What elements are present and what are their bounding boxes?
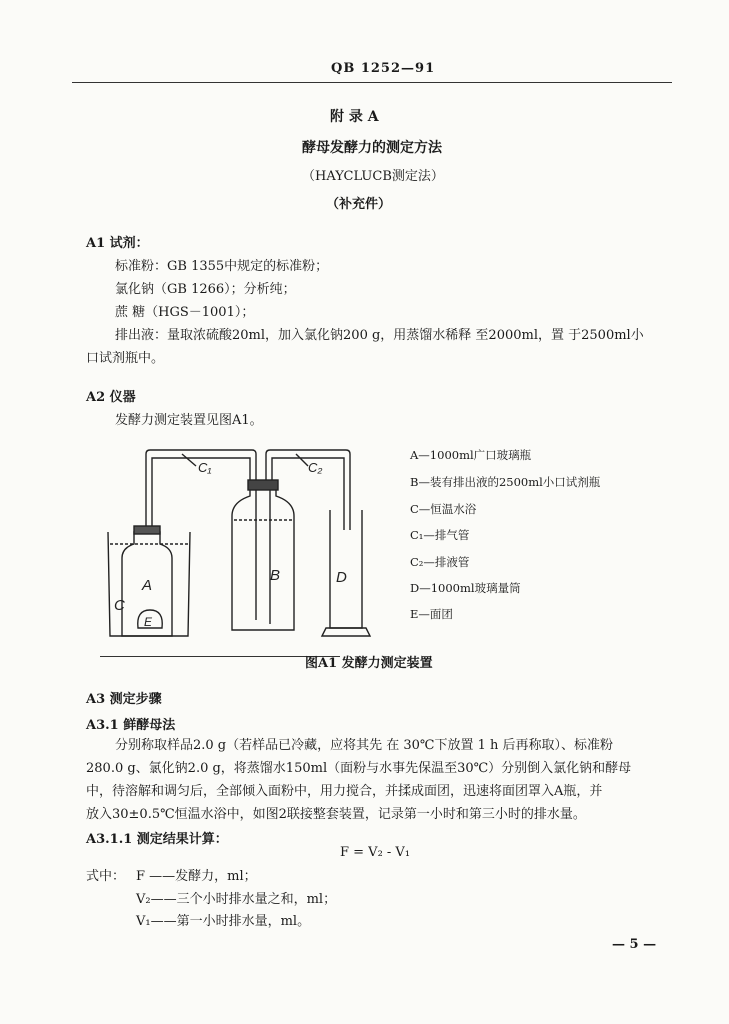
supplement-note: （补充件）: [326, 197, 392, 212]
label-d: D: [336, 569, 347, 586]
a3-para-line-4: 放入30±0.5℃恒温水浴中，如图2联接整套装置，记录第一小时和第三小时的排水量。: [86, 807, 586, 822]
figure-rule: [100, 656, 340, 657]
a1-item-sugar: 蔗 糖（HGS－1001）；: [115, 305, 255, 320]
bottle-b: [232, 488, 294, 630]
legend-c2: C₂—排液管: [410, 555, 470, 569]
bottle-b-stopper: [248, 480, 278, 490]
where-v2: V₂——三个小时排水量之和，ml；: [136, 892, 337, 907]
standard-number: QB 1252—91: [331, 61, 436, 76]
bottle-a-stopper: [134, 526, 160, 534]
header-rule: [72, 82, 672, 83]
legend-b: B—装有排出液的2500ml小口试剂瓶: [410, 475, 601, 489]
label-c2: C₂: [308, 460, 323, 475]
where-v1: V₁——第一小时排水量，ml。: [136, 914, 311, 929]
legend-c: C—恒温水浴: [410, 502, 477, 516]
a3-para-line-3: 中，待溶解和调匀后，全部倾入面粉中，用力搅合，并揉成面团，迅速将面团罩入A瓶，并: [86, 784, 603, 799]
a1-item-flour: 标准粉：GB 1355中规定的标准粉；: [115, 259, 329, 274]
section-a3-1-1-heading: A3.1.1 测定结果计算：: [86, 832, 228, 847]
appendix-title: 酵母发酵力的测定方法: [302, 140, 442, 156]
a3-para-line-2: 280.0 g、氯化钠2.0 g，将蒸馏水150ml（面粉与水事先保温至30℃）分别倒入氯化钠和酵母: [86, 761, 632, 776]
where-f: F ——发酵力，ml；: [136, 869, 257, 884]
method-name: （HAYCLUCB测定法）: [302, 169, 444, 184]
label-e: E: [144, 615, 153, 629]
figure-caption: 图A1 发酵力测定装置: [305, 656, 433, 671]
a1-item-liquid-cont: 口试剂瓶中。: [86, 351, 165, 366]
section-a3-1-heading: A3.1 鲜酵母法: [86, 718, 176, 733]
formula: F = V₂ - V₁: [340, 845, 411, 860]
fermentation-apparatus-figure: [100, 440, 400, 646]
legend-e: E—面团: [410, 607, 453, 621]
a1-item-salt: 氯化钠（GB 1266）；分析纯；: [115, 282, 296, 297]
a1-item-liquid: 排出液：量取浓硫酸20ml，加入氯化钠200 g，用蒸馏水稀释 至2000ml，置 于2500ml小: [115, 328, 644, 343]
label-b: B: [270, 567, 281, 584]
section-a3-heading: A3 测定步骤: [86, 692, 162, 707]
legend-a: A—1000ml广口玻璃瓶: [410, 448, 532, 462]
legend-d: D—1000ml玻璃量筒: [410, 581, 521, 595]
a3-para-line-1: 分别称取样品2.0 g（若样品已冷藏，应将其先 在 30℃下放置 1 h 后再称取）、标准粉: [115, 738, 614, 753]
appendix-label: 附 录 A: [330, 109, 379, 125]
legend-c1: C₁—排气管: [410, 528, 470, 542]
section-a2-heading: A2 仪器: [86, 390, 136, 405]
section-a1-heading: A1 试剂：: [86, 236, 149, 251]
where-label: 式中：: [86, 869, 126, 884]
page-number: — 5 —: [612, 937, 657, 952]
a2-text: 发酵力测定装置见图A1。: [115, 413, 263, 428]
label-c: C: [114, 597, 125, 614]
label-a: A: [142, 577, 153, 594]
label-c1: C₁: [198, 460, 212, 475]
